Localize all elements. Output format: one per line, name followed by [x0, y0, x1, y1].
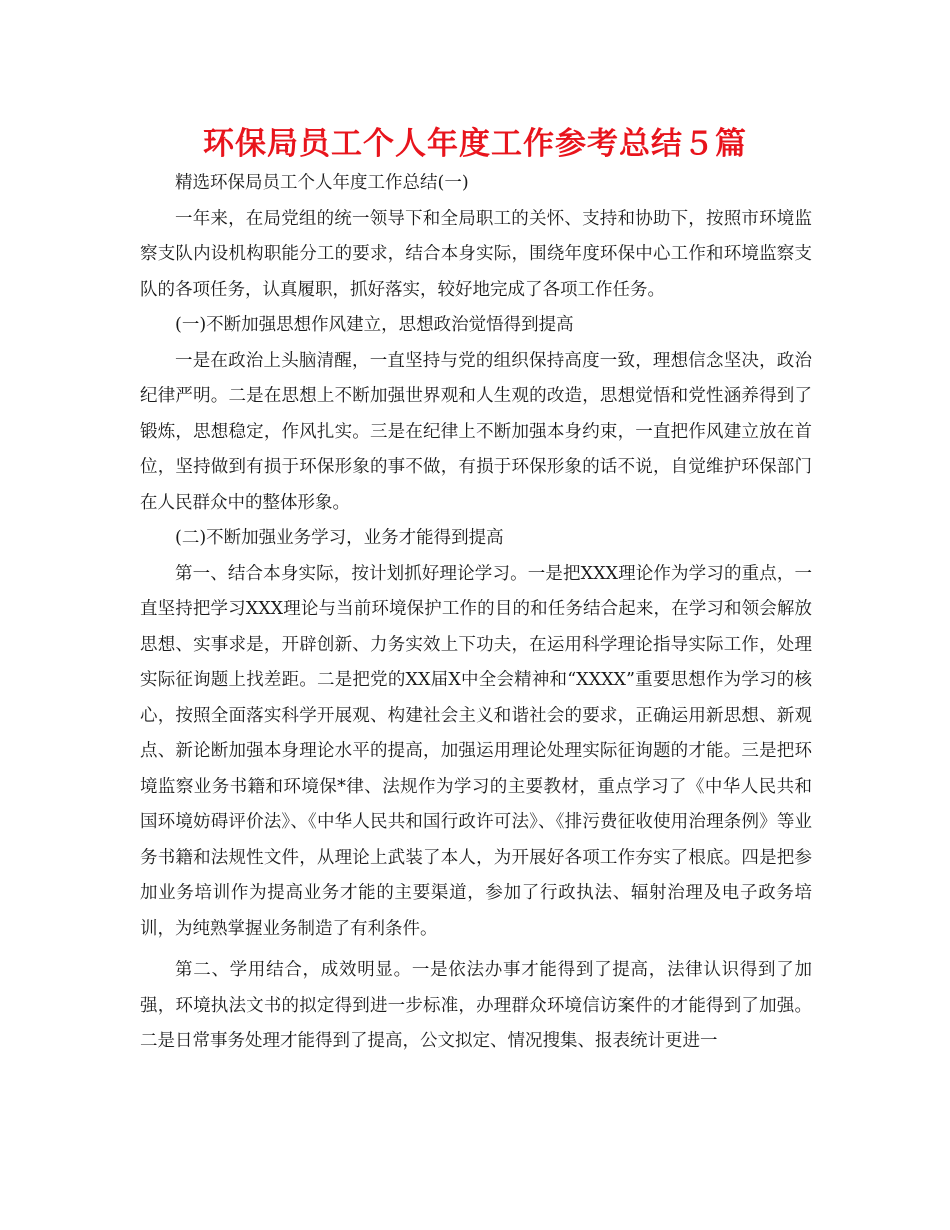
- subsection-heading-2: (二)不断加强业务学习，业务才能得到提高: [175, 528, 504, 548]
- section-heading-1: 精选环保局员工个人年度工作总结(一): [175, 173, 469, 193]
- paragraph-political: 一是在政治上头脑清醒，一直坚持与党的组织保持高度一致，理想信念坚决，政治纪律严明。二是在思想上不断加强世界观和人生观的改造，思想觉悟和党性涵养得到了锻炼，思想稳定，作风扎实。三是在纪律上不断加强本身约束，一直把作风建立放在首位，坚持做到有损于环保形象的事不做，有损于环保形象的话不说，自觉维护环保部门在人民群众中的整体形象。: [140, 350, 812, 513]
- paragraph-study: 第一、结合本身实际，按计划抓好理论学习。一是把XXX理论作为学习的重点，一直坚持把学习XXX理论与当前环境保护工作的目的和任务结合起来，在学习和领会解放思想、实事求是，开辟创新、力务实效上下功夫，在运用科学理论指导实际工作，处理实际征询题上找差距。二是把党的XX届X中全会精神和“XXXX”重要思想作为学习的核心，按照全面落实科学开展观、构建社会主义和谐社会的要求，正确运用新思想、新观点、新论断加强本身理论水平的提高，加强运用理论处理实际征询题的才能。三是把环境监察业务书籍和环境保*律、法规作为学习的主要教材，重点学习了《中华人民共和国环境妨碍评价法》、《中华人民共和国行政许可法》、《排污费征收使用治理条例》等业务书籍和法规性文件，从理论上武装了本人，为开展好各项工作夯实了根底。四是把参加业务培训作为提高业务才能的主要渠道，参加了行政执法、辐射治理及电子政务培训，为纯熟掌握业务制造了有利条件。: [140, 563, 812, 939]
- paragraph-practice: 第二、学用结合，成效明显。一是依法办事才能得到了提高，法律认识得到了加强，环境执法文书的拟定得到进一步标准，办理群众环境信访案件的才能得到了加强。二是日常事务处理才能得到了提高，公文拟定、情况搜集、报表统计更进一: [140, 960, 812, 1051]
- document-body: [140, 166, 812, 1060]
- document-title: 环保局员工个人年度工作参考总结５篇: [203, 126, 747, 162]
- subsection-heading-1: (一)不断加强思想作风建立，思想政治觉悟得到提高: [175, 315, 574, 335]
- paragraph-intro: 一年来，在局党组的统一领导下和全局职工的关怀、支持和协助下，按照市环境监察支队内设机构职能分工的要求，结合本身实际，围绕年度环保中心工作和环境监察支队的各项任务，认真履职，抓好落实，较好地完成了各项工作任务。: [140, 208, 812, 300]
